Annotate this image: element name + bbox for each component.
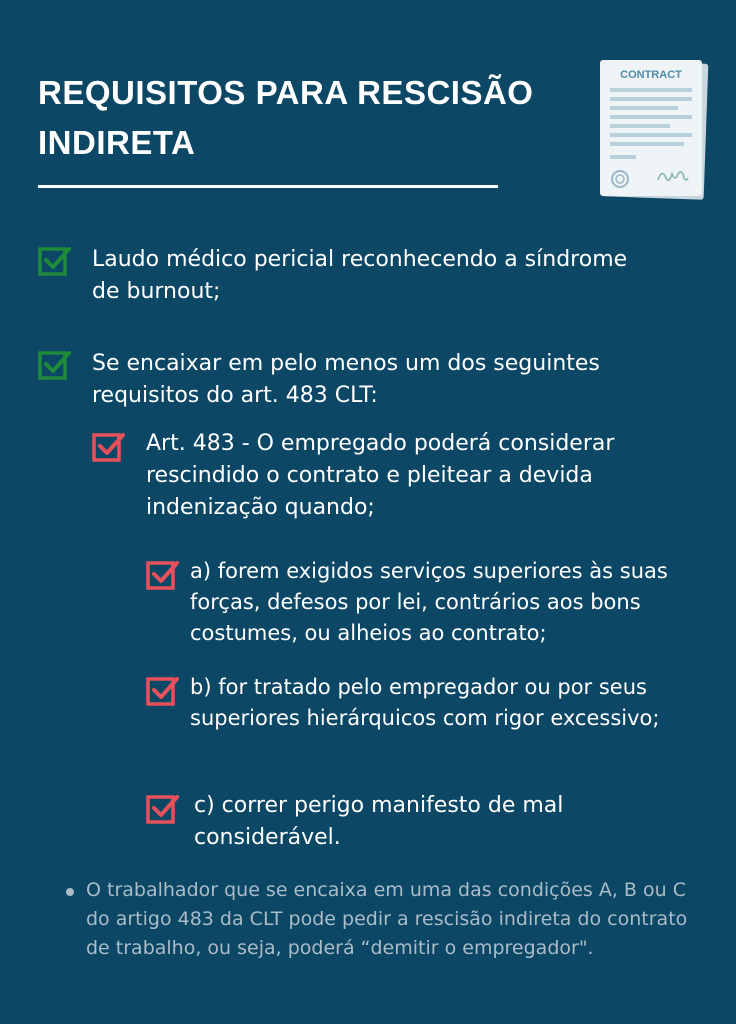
red-checkbox-icon	[146, 674, 180, 706]
laudo-text: Laudo médico pericial reconhecendo a síndrome de burnout;	[92, 247, 628, 304]
page-title: REQUISITOS PARA RESCISÃO INDIRETA	[38, 74, 534, 161]
green-checkbox-icon	[38, 246, 72, 276]
title-divider	[38, 185, 498, 188]
checklist-item-art483	[92, 428, 712, 528]
checklist-item-laudo	[38, 244, 678, 314]
item-c-text: c) correr perigo manifesto de mal considerável.	[194, 793, 564, 850]
red-checkbox-icon	[146, 792, 180, 824]
item-b-text: b) for tratado pelo empregador ou por seus superiores hierárquicos com rigor excessivo;	[190, 675, 660, 730]
checklist-item-a	[146, 556, 706, 656]
encaixar-text: Se encaixar em pelo menos um dos seguintes requisitos do art. 483 CLT:	[92, 351, 600, 408]
item-a-text: a) forem exigidos serviços superiores às suas forças, defesos por lei, contrários aos bons costumes, ou alheios ao contrato;	[190, 559, 668, 645]
checklist-item-encaixar	[38, 348, 698, 418]
bullet-icon	[66, 888, 74, 896]
checklist-item-b	[146, 672, 706, 772]
green-checkbox-icon	[38, 350, 72, 380]
contract-label: CONTRACT	[620, 69, 682, 81]
art483-text: Art. 483 - O empregado poderá considerar rescindido o contrato e pleitear a devida indenização quando;	[146, 431, 615, 520]
red-checkbox-icon	[146, 558, 180, 590]
footnote-text: O trabalhador que se encaixa em uma das condições A, B ou C do artigo 483 da CLT pode pedir a rescisão indireta do contrato de trabalho, ou seja, poderá “demitir o empregador".	[86, 879, 688, 959]
contract-icon	[596, 56, 710, 202]
checklist-item-c	[146, 790, 706, 860]
red-checkbox-icon	[92, 430, 126, 462]
